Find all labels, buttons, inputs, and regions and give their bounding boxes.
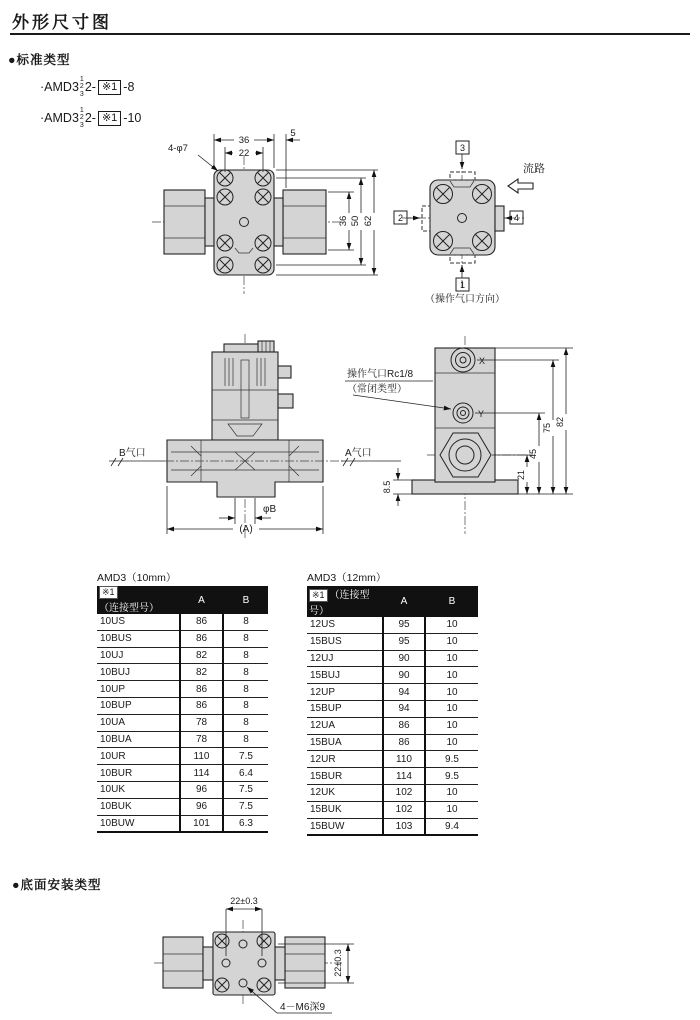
dimension-cell: 8 xyxy=(223,714,268,731)
header-model-column xyxy=(97,586,180,614)
dimension-cell: 6.3 xyxy=(223,815,268,832)
header-model-label: （连接型号） xyxy=(99,603,159,614)
dimension-cell: 9.5 xyxy=(425,768,478,785)
standard-type-drawing-band xyxy=(140,120,600,315)
model-cell: 15BUJ xyxy=(307,667,383,684)
header-note-box: ※1 xyxy=(99,586,118,599)
table-row xyxy=(97,765,268,782)
dim-22-horizontal: 22±0.3 xyxy=(230,896,258,906)
model-number-1 xyxy=(40,76,134,98)
model-cell: 12UK xyxy=(307,784,383,801)
side-view-drawing xyxy=(345,336,573,534)
table-caption-12mm: AMD3（12mm） xyxy=(307,572,387,584)
table-row xyxy=(97,731,268,748)
dimension-cell: 82 xyxy=(180,647,223,664)
table-header-row xyxy=(307,586,478,617)
model-cell: 15BUP xyxy=(307,700,383,717)
dimension-cell: 103 xyxy=(383,818,425,835)
port-direction-view xyxy=(394,141,545,305)
model-cell: 12UJ xyxy=(307,650,383,667)
bottom-mount-drawing xyxy=(150,892,420,1020)
model-cell: 10UR xyxy=(97,748,180,765)
model-cell: 15BUK xyxy=(307,801,383,818)
table-row xyxy=(97,815,268,832)
dim-22-vertical: 22±0.3 xyxy=(333,949,343,977)
model-mid: 2- xyxy=(84,80,96,95)
dimension-cell: 9.5 xyxy=(425,751,478,768)
stack-digit: 3 xyxy=(79,90,84,98)
model-cell: 10UK xyxy=(97,781,180,798)
dimension-cell: 82 xyxy=(180,664,223,681)
table-row xyxy=(97,681,268,698)
table-row xyxy=(307,650,478,667)
model-variant-stack xyxy=(80,76,84,98)
model-suffix: -8 xyxy=(123,80,135,95)
model-cell: 10BUA xyxy=(97,731,180,748)
thread-callout: 4－M6深9 xyxy=(280,1002,326,1013)
table-row xyxy=(307,818,478,835)
dimension-cell: 94 xyxy=(383,684,425,701)
port-x-label: X xyxy=(479,356,486,366)
model-cell: 15BUR xyxy=(307,768,383,785)
model-variant-stack xyxy=(80,107,84,129)
header-b-column: B xyxy=(425,586,478,617)
dimension-cell: 10 xyxy=(425,734,478,751)
pilot-port-callout-line1: 操作气口Rc1/8 xyxy=(347,369,414,380)
port-y-label: Y xyxy=(478,409,485,419)
dimension-cell: 8 xyxy=(223,681,268,698)
table-row xyxy=(97,714,268,731)
dimension-cell: 102 xyxy=(383,801,425,818)
pilot-port-callout-line2: （常闭类型） xyxy=(347,384,407,395)
dimension-cell: 86 xyxy=(180,614,223,630)
model-number-2 xyxy=(40,107,141,129)
dimension-cell: 86 xyxy=(383,734,425,751)
model-cell: 12UA xyxy=(307,717,383,734)
header-model-column xyxy=(307,586,383,617)
table-header-row xyxy=(97,586,268,614)
front-view-drawing xyxy=(152,128,378,294)
dimension-cell: 95 xyxy=(383,617,425,633)
table-row xyxy=(307,717,478,734)
port-1-label: 1 xyxy=(459,280,466,290)
header-model-label: （连接型号） xyxy=(309,590,370,617)
model-mid: 2- xyxy=(84,111,96,126)
model-cell: 10BUP xyxy=(97,697,180,714)
dim-8-5: 8.5 xyxy=(382,480,392,494)
header-b-column: B xyxy=(223,586,268,614)
dimension-cell: 96 xyxy=(180,798,223,815)
model-cell: 15BUS xyxy=(307,633,383,650)
model-prefix: ·AMD3 xyxy=(40,111,79,126)
model-cell: 12US xyxy=(307,617,383,633)
dim-36-side: 36 xyxy=(338,215,349,227)
table-row xyxy=(97,630,268,647)
stack-digit: 1 xyxy=(79,107,84,114)
dimension-cell: 90 xyxy=(383,650,425,667)
table-row xyxy=(97,748,268,765)
table-caption-10mm: AMD3（10mm） xyxy=(97,572,177,584)
dimension-table-10mm xyxy=(97,586,268,833)
dimension-cell: 8 xyxy=(223,647,268,664)
dimension-cell: 10 xyxy=(425,617,478,633)
table-row xyxy=(97,614,268,630)
page-title: 外形尺寸图 xyxy=(12,13,112,32)
table-row xyxy=(307,768,478,785)
table-row xyxy=(307,700,478,717)
dim-5: 5 xyxy=(290,128,296,139)
dimension-cell: 8 xyxy=(223,664,268,681)
dimension-cell: 10 xyxy=(425,717,478,734)
port-direction-caption: （操作气口方向） xyxy=(425,294,505,305)
dimension-cell: 94 xyxy=(383,700,425,717)
port-b-label: B气口 xyxy=(119,448,146,459)
dimension-cell: 86 xyxy=(180,681,223,698)
section-standard-type: ●标准类型 xyxy=(8,53,71,67)
dimension-cell: 8 xyxy=(223,731,268,748)
table-row xyxy=(307,633,478,650)
stack-digit: 2 xyxy=(79,83,84,91)
model-cell: 10BUW xyxy=(97,815,180,832)
model-cell: 10UP xyxy=(97,681,180,698)
table-row xyxy=(97,798,268,815)
dimension-cell: 10 xyxy=(425,650,478,667)
model-cell: 10US xyxy=(97,614,180,630)
dim-50-side: 50 xyxy=(350,215,361,227)
header-a-column: A xyxy=(180,586,223,614)
table-row xyxy=(97,781,268,798)
stack-digit: 2 xyxy=(79,114,84,122)
model-cell: 10UA xyxy=(97,714,180,731)
dimension-cell: 10 xyxy=(425,700,478,717)
dimension-cell: 95 xyxy=(383,633,425,650)
stack-digit: 1 xyxy=(79,76,84,83)
dim-82: 82 xyxy=(555,416,565,428)
port-2-label: 2 xyxy=(397,213,404,223)
dim-21: 21 xyxy=(516,469,526,481)
title-rule xyxy=(10,33,690,35)
table-row xyxy=(97,697,268,714)
dimension-cell: 86 xyxy=(383,717,425,734)
header-a-column: A xyxy=(383,586,425,617)
model-cell: 10BUR xyxy=(97,765,180,782)
dimension-cell: 8 xyxy=(223,697,268,714)
dimension-cell: 78 xyxy=(180,731,223,748)
model-cell: 12UP xyxy=(307,684,383,701)
dimension-cell: 8 xyxy=(223,614,268,630)
port-3-label: 3 xyxy=(459,143,466,153)
table-row xyxy=(307,751,478,768)
dimension-cell: 86 xyxy=(180,630,223,647)
flow-path-label: 流路 xyxy=(523,163,545,175)
dimension-cell: 96 xyxy=(180,781,223,798)
dim-45: 45 xyxy=(528,448,538,460)
dimension-cell: 10 xyxy=(425,633,478,650)
dim-overall-width: (A) xyxy=(239,524,253,535)
model-cell: 10BUS xyxy=(97,630,180,647)
table-body xyxy=(307,617,478,835)
section-and-side-view-band xyxy=(95,328,585,548)
dim-bore: φB xyxy=(263,504,277,515)
holes-callout: 4-φ7 xyxy=(168,143,188,154)
dimension-cell: 10 xyxy=(425,784,478,801)
table-row xyxy=(307,617,478,633)
table-row xyxy=(307,734,478,751)
dimension-table-12mm xyxy=(307,586,478,836)
dimension-cell: 114 xyxy=(180,765,223,782)
model-cell: 15BUW xyxy=(307,818,383,835)
dimension-cell: 90 xyxy=(383,667,425,684)
dimension-cell: 110 xyxy=(180,748,223,765)
table-body xyxy=(97,614,268,832)
model-cell: 10BUK xyxy=(97,798,180,815)
dimension-cell: 10 xyxy=(425,801,478,818)
dim-22-top: 22 xyxy=(238,148,250,159)
table-row xyxy=(97,647,268,664)
stack-digit: 3 xyxy=(79,121,84,129)
table-row xyxy=(307,684,478,701)
dimension-cell: 110 xyxy=(383,751,425,768)
port-a-label: A气口 xyxy=(345,448,372,459)
table-row xyxy=(307,667,478,684)
dimension-cell: 7.5 xyxy=(223,781,268,798)
dim-36-top: 36 xyxy=(238,135,250,146)
section-bottom-mount-type: ●底面安装类型 xyxy=(12,878,102,892)
model-suffix: -10 xyxy=(123,111,142,126)
dimension-cell: 9.4 xyxy=(425,818,478,835)
dimension-cell: 7.5 xyxy=(223,748,268,765)
model-prefix: ·AMD3 xyxy=(40,80,79,95)
dimension-cell: 114 xyxy=(383,768,425,785)
dimension-cell: 6.4 xyxy=(223,765,268,782)
dimension-cell: 78 xyxy=(180,714,223,731)
model-cell: 12UR xyxy=(307,751,383,768)
dimension-cell: 10 xyxy=(425,667,478,684)
model-cell: 10UJ xyxy=(97,647,180,664)
dimension-cell: 101 xyxy=(180,815,223,832)
dimension-cell: 8 xyxy=(223,630,268,647)
model-note-box: ※1 xyxy=(98,111,121,126)
header-note-box: ※1 xyxy=(309,589,328,602)
port-4-label: 4 xyxy=(513,213,520,223)
dim-62-side: 62 xyxy=(363,215,374,227)
dimension-cell: 10 xyxy=(425,684,478,701)
dimension-cell: 86 xyxy=(180,697,223,714)
table-row xyxy=(307,801,478,818)
dimension-cell: 7.5 xyxy=(223,798,268,815)
table-row xyxy=(307,784,478,801)
flow-arrow-icon xyxy=(508,179,533,193)
dim-75: 75 xyxy=(542,422,552,434)
model-cell: 15BUA xyxy=(307,734,383,751)
model-note-box: ※1 xyxy=(98,80,121,95)
model-cell: 10BUJ xyxy=(97,664,180,681)
cross-section-drawing xyxy=(109,334,401,540)
dimension-cell: 102 xyxy=(383,784,425,801)
table-row xyxy=(97,664,268,681)
